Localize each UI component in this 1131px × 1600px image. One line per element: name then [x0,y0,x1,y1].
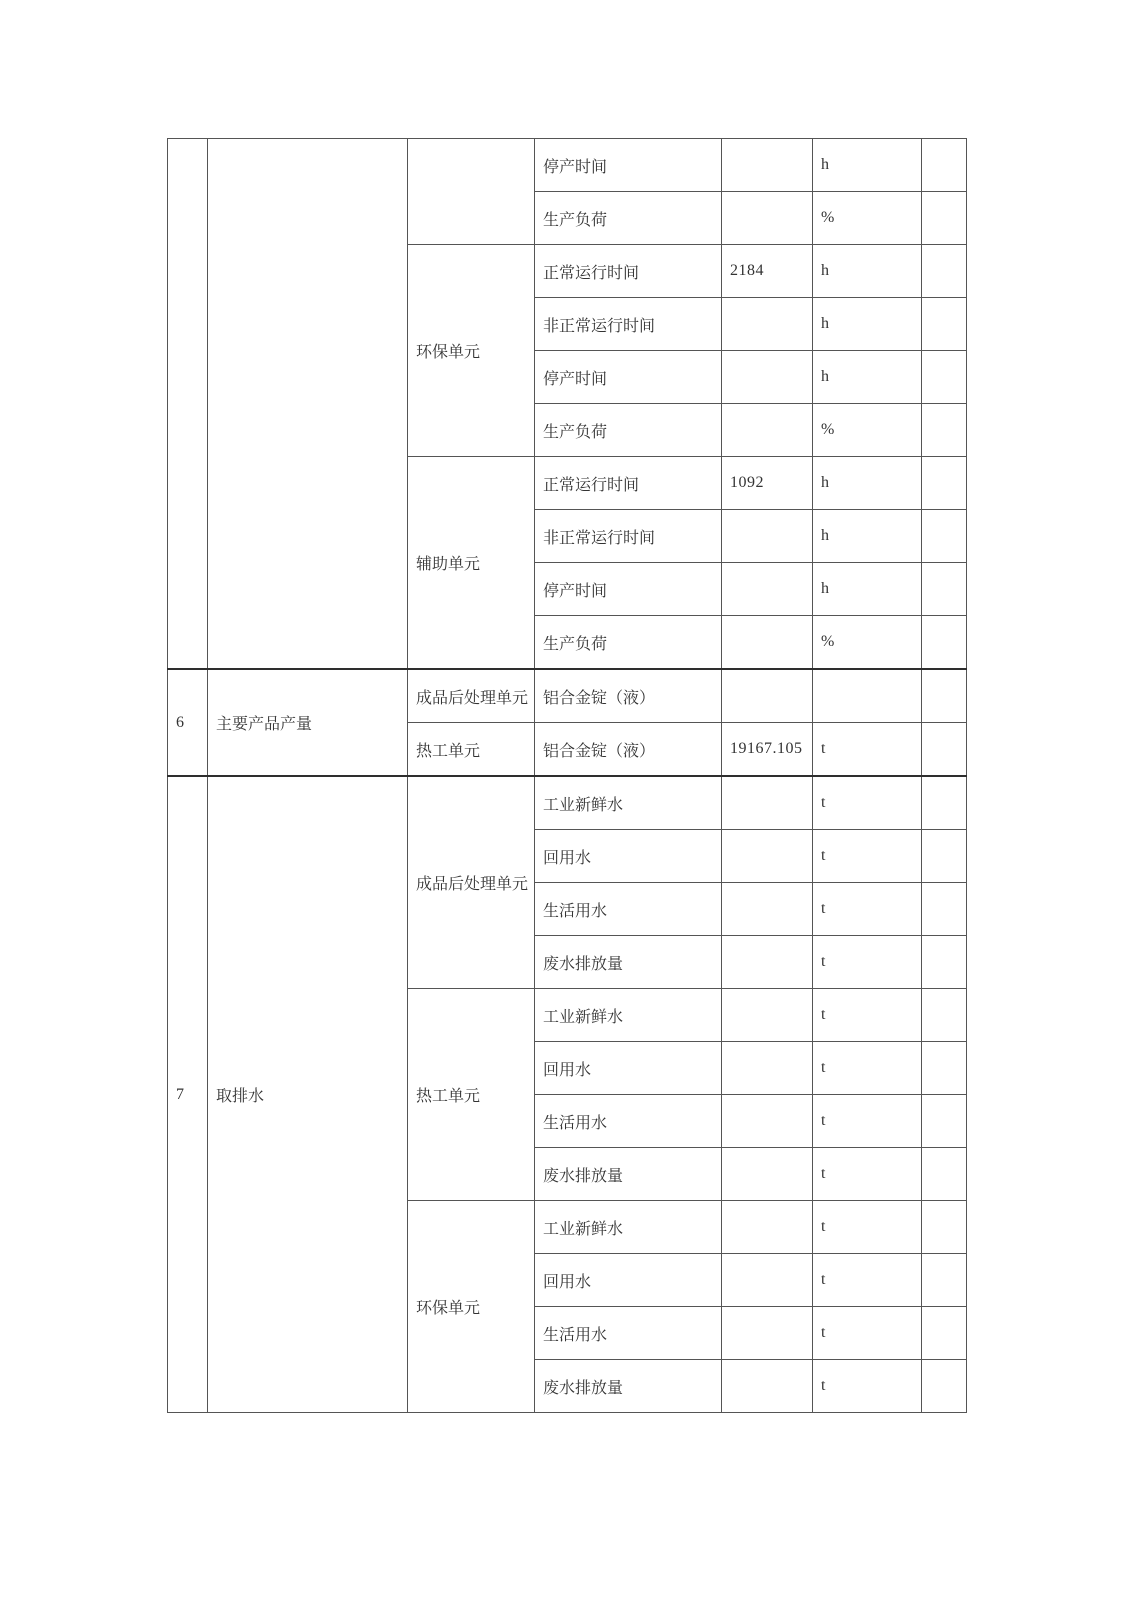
cell-note [922,723,967,777]
cell-note [922,351,967,404]
cell-note [922,404,967,457]
cell-unit: t [813,936,922,989]
cell-item: 生活用水 [535,883,722,936]
cell-value [722,1360,813,1413]
cell-note [922,776,967,830]
cell-unit: t [813,776,922,830]
cell-item: 铝合金锭（液） [535,723,722,777]
cell-value [722,669,813,723]
cell-unit-group: 成品后处理单元 [408,669,535,723]
cell-category [208,139,408,670]
cell-unit: h [813,510,922,563]
cell-category: 取排水 [208,776,408,1413]
cell-item: 正常运行时间 [535,457,722,510]
cell-value [722,1095,813,1148]
cell-value [722,510,813,563]
cell-serial-number: 7 [168,776,208,1413]
cell-value [722,1254,813,1307]
cell-item: 铝合金锭（液） [535,669,722,723]
cell-unit-group: 成品后处理单元 [408,776,535,989]
cell-note [922,298,967,351]
cell-note [922,1042,967,1095]
cell-item: 废水排放量 [535,936,722,989]
cell-unit: t [813,1148,922,1201]
cell-value [722,192,813,245]
cell-note [922,1360,967,1413]
cell-unit-group: 热工单元 [408,723,535,777]
cell-unit: h [813,351,922,404]
cell-unit-group: 热工单元 [408,989,535,1201]
cell-note [922,830,967,883]
cell-note [922,1307,967,1360]
cell-value: 1092 [722,457,813,510]
cell-note [922,457,967,510]
cell-note [922,1148,967,1201]
cell-item: 正常运行时间 [535,245,722,298]
cell-item: 回用水 [535,1254,722,1307]
cell-note [922,1254,967,1307]
cell-value [722,776,813,830]
cell-note [922,936,967,989]
cell-unit: h [813,298,922,351]
cell-unit-group: 辅助单元 [408,457,535,670]
cell-item: 工业新鲜水 [535,989,722,1042]
cell-item: 生产负荷 [535,192,722,245]
cell-value [722,1201,813,1254]
cell-unit: t [813,1042,922,1095]
cell-value [722,1148,813,1201]
cell-serial-number [168,139,208,670]
cell-unit: % [813,192,922,245]
cell-serial-number: 6 [168,669,208,776]
cell-note [922,1201,967,1254]
cell-value: 2184 [722,245,813,298]
cell-unit-group: 环保单元 [408,245,535,457]
cell-value [722,883,813,936]
cell-item: 非正常运行时间 [535,298,722,351]
cell-value [722,616,813,670]
cell-unit [813,669,922,723]
cell-unit: t [813,1307,922,1360]
cell-note [922,510,967,563]
production-report-table [167,138,967,1413]
cell-value [722,936,813,989]
cell-item: 工业新鲜水 [535,1201,722,1254]
cell-item: 停产时间 [535,139,722,192]
cell-item: 生活用水 [535,1095,722,1148]
cell-unit: % [813,404,922,457]
cell-value [722,563,813,616]
cell-value [722,404,813,457]
cell-note [922,616,967,670]
cell-value [722,298,813,351]
cell-note [922,669,967,723]
cell-item: 生活用水 [535,1307,722,1360]
table-row [168,139,967,192]
cell-value [722,830,813,883]
cell-note [922,989,967,1042]
cell-unit: t [813,1360,922,1413]
cell-value [722,351,813,404]
cell-unit: h [813,563,922,616]
cell-item: 废水排放量 [535,1148,722,1201]
cell-value [722,1307,813,1360]
cell-unit: t [813,883,922,936]
cell-value [722,139,813,192]
cell-unit: t [813,1254,922,1307]
cell-value [722,989,813,1042]
cell-note [922,245,967,298]
cell-note [922,139,967,192]
cell-item: 回用水 [535,1042,722,1095]
cell-unit: % [813,616,922,670]
cell-unit: t [813,830,922,883]
cell-unit-group: 环保单元 [408,1201,535,1413]
cell-note [922,883,967,936]
cell-item: 回用水 [535,830,722,883]
cell-item: 停产时间 [535,563,722,616]
table-row [168,776,967,830]
cell-unit: t [813,989,922,1042]
cell-unit: t [813,723,922,777]
cell-item: 生产负荷 [535,616,722,670]
cell-value [722,1042,813,1095]
cell-item: 生产负荷 [535,404,722,457]
cell-note [922,192,967,245]
cell-unit: t [813,1201,922,1254]
cell-item: 废水排放量 [535,1360,722,1413]
cell-note [922,1095,967,1148]
cell-unit-group [408,139,535,245]
cell-unit: h [813,245,922,298]
cell-category: 主要产品产量 [208,669,408,776]
cell-note [922,563,967,616]
cell-unit: t [813,1095,922,1148]
cell-unit: h [813,457,922,510]
cell-unit: h [813,139,922,192]
table-row [168,669,967,723]
cell-item: 停产时间 [535,351,722,404]
cell-item: 工业新鲜水 [535,776,722,830]
cell-item: 非正常运行时间 [535,510,722,563]
cell-value: 19167.105 [722,723,813,777]
